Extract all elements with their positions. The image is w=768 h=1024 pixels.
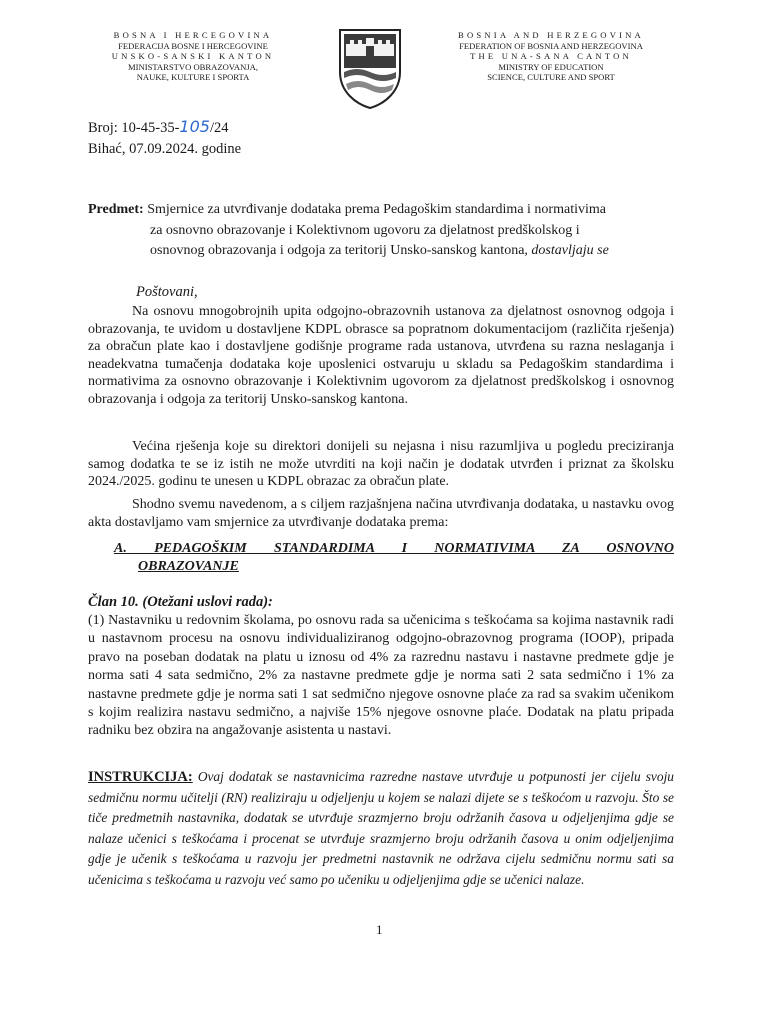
- date-line: Bihać, 07.09.2024. godine: [88, 141, 242, 157]
- broj-prefix: Broj: 10-45-35-: [88, 120, 180, 136]
- letterhead-right-line4: MINISTRY OF EDUCATION: [498, 61, 604, 72]
- broj-suffix: /24: [209, 120, 229, 136]
- broj-handwritten: 105: [179, 117, 210, 136]
- reference-block: [88, 116, 241, 160]
- letterhead-left-line4: MINISTARSTVO OBRAZOVANJA,: [128, 61, 258, 72]
- instrukcija-block: [88, 767, 674, 891]
- subject-label: Predmet:: [88, 202, 144, 217]
- letterhead-right-line1: BOSNIA AND HERZEGOVINA: [458, 30, 644, 40]
- subject-line2: za osnovno obrazovanje i Kolektivnom ugovoru za djelatnost predškolskog i: [150, 222, 580, 238]
- coat-of-arms-icon: [332, 26, 408, 110]
- section-a-heading-line1: A. PEDAGOŠKIM STANDARDIMA I NORMATIVIMA ZA OSNOVNO: [114, 541, 674, 556]
- letterhead-left-line2: FEDERACIJA BOSNE I HERCEGOVINE: [118, 40, 268, 51]
- subject-line3-main: osnovnog obrazovanja i odgoja za teritorij Unsko-sanskog kantona,: [150, 243, 532, 258]
- subject-line3: [88, 241, 688, 262]
- letterhead-left: [62, 30, 324, 83]
- letterhead-right-line3: THE UNA-SANA CANTON: [470, 51, 632, 62]
- letterhead-left-line1: BOSNA I HERCEGOVINA: [113, 30, 273, 40]
- greeting: Poštovani,: [136, 284, 198, 300]
- subject-line1: Smjernice za utvrđivanje dodataka prema Pedagoškim standardima i normativima: [147, 202, 606, 217]
- instrukcija-label: INSTRUKCIJA:: [88, 769, 193, 785]
- instrukcija-text: Ovaj dodatak se nastavnicima razredne nastave utvrđuje u potpunosti jer cijelu svoju sedmičnu normu učitelji (RN) realiziraju u odjeljenju u kojem se nalazi dijete se s teškoćom u razvoju. Što se tiče predmetnih nastavnika, dodatak se utvrđuje srazmjerno broju održanih časova u odjeljenjima gdje se nalaze učenici s teškoćama i procenat se utvrđuje srazmjerno broju održanih časova u onim odjeljenjima gdje je učenik s teškoćama u razvoju jer predmetni nastavnik ne održava cijelu sedmičnu normu sati sa učenicima s teškoćama u razvoju već samo po učeniku u odjeljenjima gdje se učenici nalaze.: [88, 769, 674, 887]
- clan-10-text: (1) Nastavniku u redovnim školama, po osnovu rada sa učenicima s teškoćama sa kojima nastavnik radi u nastavnom procesu na osnovu individualiziranog odgojno-obrazovnog programa (IOOP), pripada pravo na poseban dodatak na platu u iznosu od 4% za razrednu nastavu i nastavne predmete gdje je norma sati 4 sata sedmično, 2% za nastavne predmete gdje je norma sati 2 sata sedmično i 1% za nastavne predmete gdje je norma sati 1 sat sedmično njegove osnovne plaće za rad sa svakim učenikom s kojim realizira nastavu sedmično, a najviše 15% njegove osnovne plaće. Dodatak na platu pripada radniku bez obzira na angažovanje asistenta u nastavi.: [88, 613, 674, 739]
- letterhead-right-line5: SCIENCE, CULTURE AND SPORT: [487, 72, 615, 83]
- clan-10-heading: Član 10. (Otežani uslovi rada):: [88, 594, 273, 610]
- letterhead-left-line5: NAUKE, KULTURE I SPORTA: [136, 72, 250, 83]
- letterhead-right: [418, 30, 684, 83]
- broj-line: [88, 116, 241, 139]
- subject-block: [88, 200, 688, 262]
- letterhead-right-line2: FEDERATION OF BOSNIA AND HERZEGOVINA: [459, 40, 643, 51]
- letterhead-left-line3: UNSKO-SANSKI KANTON: [111, 51, 275, 62]
- paragraph-decisions: Većina rješenja koje su direktori donijeli su nejasna i nisu razumljiva u pogledu preciziranja samog dodatka te se iz istih ne može utvrditi na koji način je dodatak utvrđen i priznat za školsku 2024./2025. godinu te unesen u KDPL obrazac za obračun plate.: [88, 439, 674, 490]
- section-a-heading-line2: OBRAZOVANJE: [138, 559, 239, 574]
- paragraph-intro: Na osnovu mnogobrojnih upita odgojno-obrazovnih ustanova za djelatnost osnovnog odgoja i obrazovanja, te uvidom u dostavljene KDPL obrasce sa popratnom dokumentacijom (različita rješenja) za obračun plate kao i dostavljene godišnje programe rada ustanova, utvrđena su razna neslaganja i neadekvatna tumačenja dodataka koje uposlenici ostvaruju u skladu sa Pedagoškim standardima i normativima za osnovno obrazovanje i Kolektivnim ugovorom za djelatnost predškolskog i osnovnog obrazovanja i odgoja za teritorij Unsko-sanskog kantona.: [88, 304, 674, 407]
- page-number: 1: [376, 922, 383, 937]
- paragraph-guidelines: Shodno svemu navedenom, a s ciljem razjašnjena načina utvrđivanja dodataka, u nastavku ovog akta dostavljamo vam smjernice za utvrđivanje dodataka prema:: [88, 497, 674, 530]
- subject-line3-italic: dostavljaju se: [531, 243, 609, 258]
